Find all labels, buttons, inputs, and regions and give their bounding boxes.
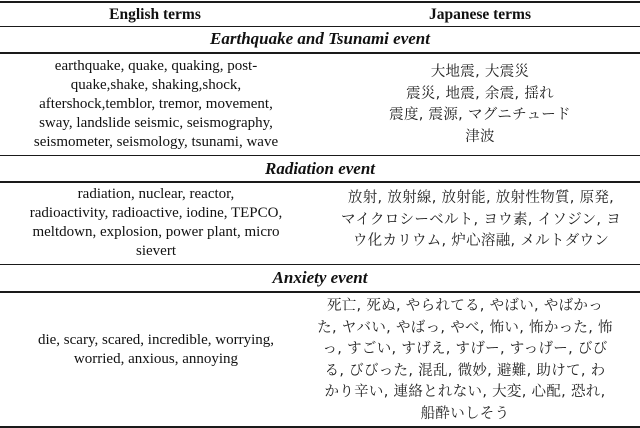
term-line: seismometer, seismology, tsunami, wave	[33, 134, 279, 150]
section-title-radiation: Radiation event	[264, 159, 376, 178]
term-line: る, びびった, 混乱, 微妙, 避難, 助けて, わ	[324, 362, 606, 379]
term-line: 死亡, 死ぬ, やられてる, やばい, やばかっ	[326, 298, 604, 314]
term-line: ウ化カリウム, 炉心溶融, メルトダウン	[352, 233, 610, 250]
column-header-japanese: Japanese terms	[428, 6, 532, 23]
section-title-earthquake: Earthquake and Tsunami event	[210, 29, 430, 48]
term-line: sievert	[136, 243, 176, 259]
table-top-rule	[0, 1, 640, 3]
term-line: radioactivity, radioactive, iodine, TEPCO,	[29, 205, 283, 221]
term-line: 船酔いしそう	[420, 405, 510, 422]
term-line: マイクロシーベルト, ヨウ素, イソジン, ヨ	[340, 211, 622, 228]
section-2-title-bottom-rule	[0, 181, 640, 183]
section-3-title-bottom-rule	[0, 291, 640, 293]
section-3-top-rule	[0, 264, 640, 265]
term-line: かり辛い, 連絡とれない, 大変, 心配, 恐れ,	[324, 384, 606, 401]
term-line: meltdown, explosion, power plant, micro	[32, 224, 280, 240]
section-title-anxiety: Anxiety event	[272, 268, 368, 287]
term-line: worried, anxious, annoying	[73, 351, 239, 367]
section-2-top-rule	[0, 155, 640, 156]
term-line: 大地震, 大震災	[430, 64, 530, 80]
japanese-terms-earthquake	[320, 62, 640, 148]
term-line: radiation, nuclear, reactor,	[77, 186, 235, 202]
term-line: die, scary, scared, incredible, worrying,	[37, 332, 274, 348]
term-line: っ, すごい, すげえ, すげー, すっげー, びび	[322, 341, 608, 358]
term-line: 震災, 地震, 余震, 揺れ	[406, 85, 554, 102]
section-1-title-bottom-rule	[0, 52, 640, 54]
term-line: 放射, 放射線, 放射能, 放射性物質, 原発,	[347, 190, 615, 206]
term-line: aftershock,temblor, tremor, movement,	[39, 96, 273, 112]
japanese-terms-radiation	[322, 188, 640, 253]
term-line: quake,shake, shaking,shock,	[70, 77, 242, 93]
english-terms-earthquake	[0, 57, 312, 152]
term-line: た, ヤバい, やばっ, やべ, 怖い, 怖かった, 怖	[317, 319, 613, 336]
english-terms-anxiety	[0, 331, 312, 369]
english-terms-radiation	[0, 185, 312, 261]
header-bottom-rule	[0, 26, 640, 27]
japanese-terms-anxiety	[290, 296, 640, 426]
term-line: 津波	[465, 128, 495, 145]
term-line: sway, landslide seismic, seismography,	[39, 115, 273, 131]
term-line: 震度, 震源, マグニチュード	[389, 107, 571, 124]
term-line: earthquake, quake, quaking, post-	[54, 58, 258, 74]
column-header-english: English terms	[109, 6, 201, 23]
